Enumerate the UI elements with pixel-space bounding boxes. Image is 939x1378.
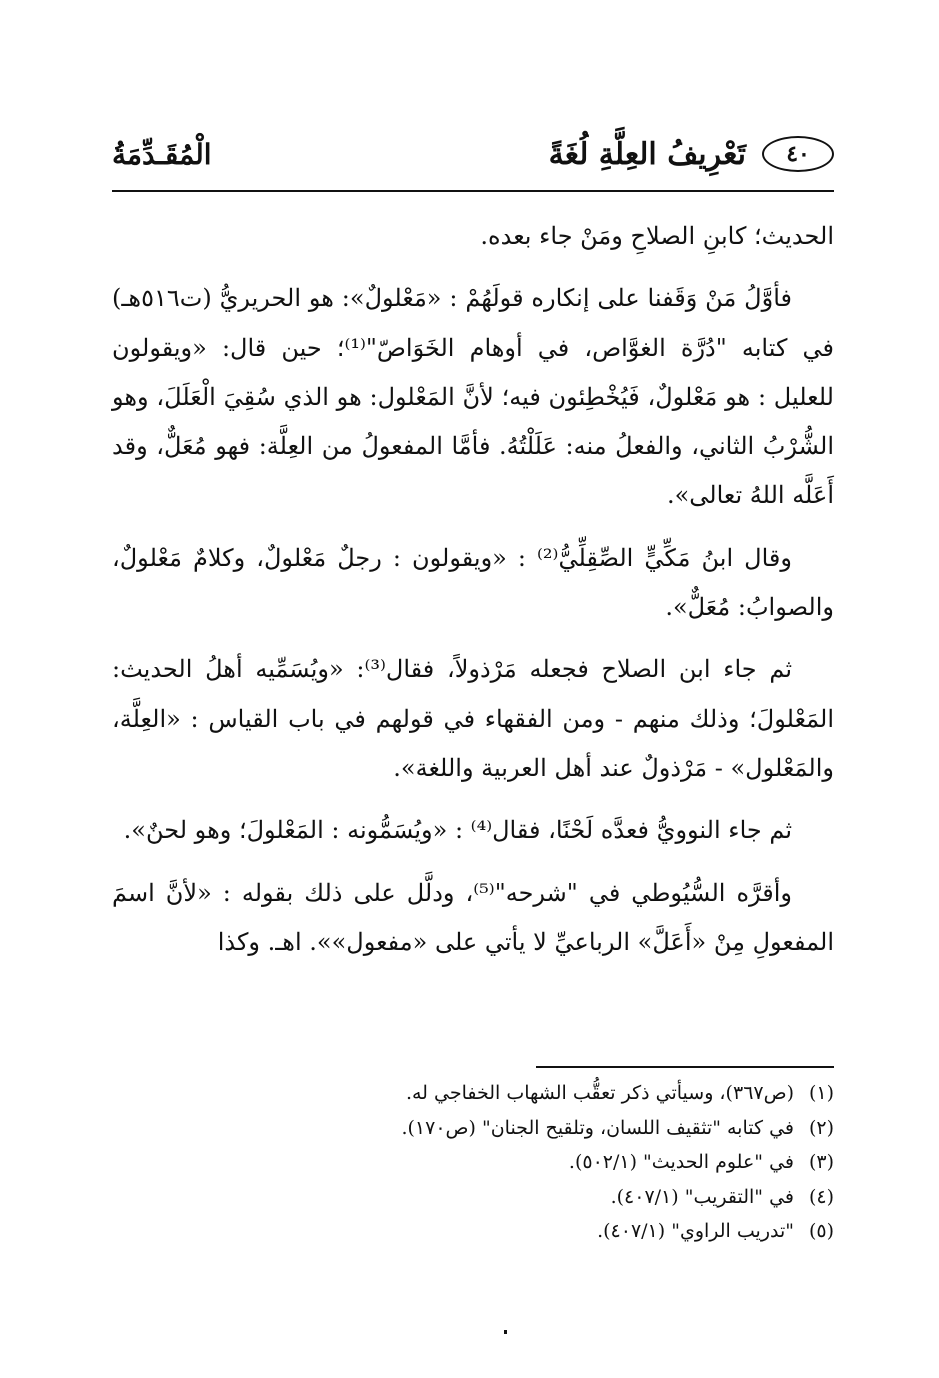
footnote-item [234,1180,834,1215]
paragraph-5: ثم جاء النوويُّ فعدَّه لَحْنًا، فقال⁽⁴⁾ : «ويُسَمُّونه : المَعْلولَ؛ وهو لحنٌ». [123,816,792,845]
header-right-group [549,136,834,172]
header-divider [112,190,834,192]
paragraph-2: فأوَّلُ مَنْ وَقَفنا على إنكاره قولَهُمْ : «مَعْلولٌ»: هو الحريريُّ (ت٥١٦هـ) في كتابه "دُرَّة الغوَّاص، في أوهام الخَوَاصّ"⁽¹⁾؛ حين قال: «ويقولون للعليل : هو مَعْلولٌ، فَيُخْطِئون فيه؛ لأنَّ المَعْلول: هو الذي سُقِيَ الْعَلَلَ، وهو الشُّرْبُ الثاني، والفعلُ منه: عَلَلْتُهُ. فأمَّا المفعولُ من العِلَّة: فهو مُعَلٌّ، وقد أَعَلَّه اللهُ تعالى». [112,284,835,510]
footnotes [234,1076,834,1249]
footnote-item [234,1214,834,1249]
footnote-divider [536,1066,834,1068]
paragraph-6: وأقرَّه السُّيُوطي في "شرحه"⁽⁵⁾، ودلَّل على ذلك بقوله : «لأنَّ اسمَ المفعولِ مِنْ «أَعَلَّ» الرباعيِّ لا يأتي على «مفعول»». اهـ. وكذا [112,878,834,956]
running-header [112,128,834,180]
footnote-text: "تدريب الراوي" (٤٠٧/١). [597,1220,794,1242]
section-title: الْمُقَـدِّمَةُ [112,137,212,171]
footnote-number: (٤) [808,1185,834,1208]
footnote-text: (ص٣٦٧)، وسيأتي ذكر تعقُّب الشهاب الخفاجي له. [405,1082,794,1104]
footnote-number: (٢) [808,1116,834,1139]
footnote-item [234,1145,834,1180]
paragraph-3: وقال ابنُ مَكِّيٍّ الصِّقِلِّيُّ⁽²⁾ : «ويقولون : رجلٌ مَعْلولٌ، وكلامٌ مَعْلولٌ، والصوابُ: مُعَلٌّ». [112,543,834,622]
footnote-item [234,1076,834,1111]
page-number: ٤٠ [762,136,834,172]
chapter-title: تَعْرِيفُ العِلَّةِ لُغَةً [548,136,746,172]
footnote-text: في "التقريب" (٤٠٧/١). [610,1185,794,1208]
page-mark [504,1330,507,1334]
main-text [112,212,834,980]
paragraph-4: ثم جاء ابن الصلاح فجعله مَرْذولاً، فقال⁽³⁾: «ويُسَمِّيه أهلُ الحديث: المَعْلولَ؛ وذلك منهم - ومن الفقهاء في قولهم في باب القياس : «العِلَّة، والمَعْلول» - مَرْذولٌ عند أهل العربية واللغة». [112,655,834,782]
footnote-number: (١) [808,1082,834,1104]
footnote-text: في كتابه "تثقيف اللسان، وتلقيح الجنان" (ص١٧٠). [401,1116,794,1139]
footnote-text: في "علوم الحديث" (٥٠٢/١). [568,1151,794,1173]
footnote-number: (٥) [808,1220,834,1242]
footnote-number: (٣) [808,1151,834,1173]
footnote-item [234,1111,834,1146]
paragraph-1: الحديث؛ كابنِ الصلاحِ ومَنْ جاء بعده. [480,222,834,250]
